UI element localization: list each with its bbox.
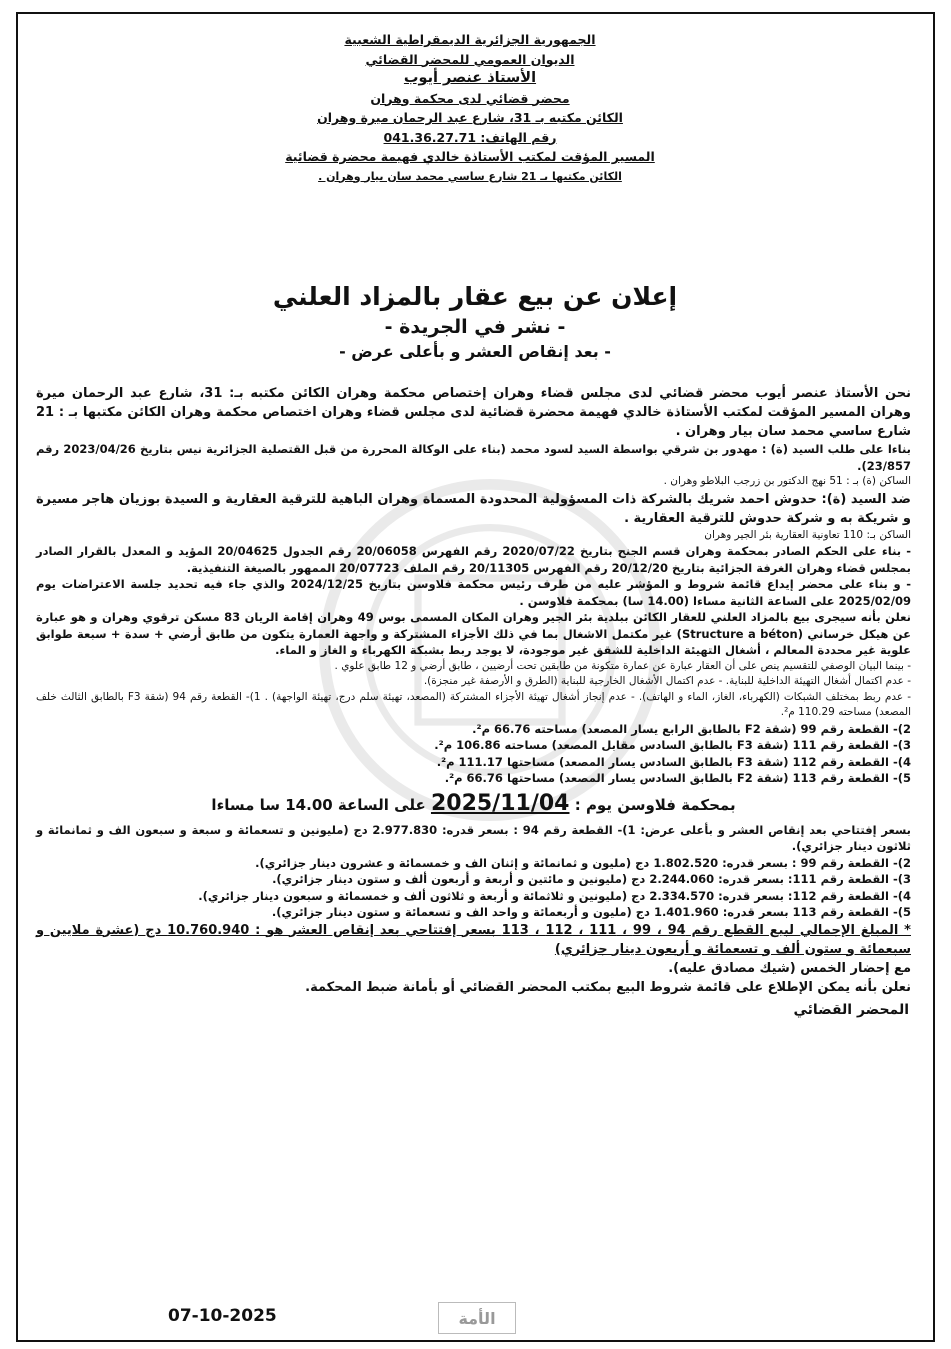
price-item: 4)- القطعة رقم 112: بسعر قدره: 2.334.570 دج (مليونين و ثلاثمائة و أربعة و ثلاثون ألف و خمسمائة و سبعون دينار جزائري). bbox=[198, 888, 911, 903]
office-header bbox=[170, 30, 770, 186]
court-session bbox=[36, 789, 911, 820]
header-line-bailiff-name: الأستاذ عنصر أيوب bbox=[403, 70, 537, 86]
publication-date: 07-10-2025 bbox=[168, 1306, 277, 1326]
header-line-office: الديوان العمومي للمحضر القضائي bbox=[365, 51, 575, 67]
header-line-interim-address: الكائن مكتبها بـ 21 شارع ساسي محمد سان بيار وهران . bbox=[318, 169, 622, 183]
total-price: * المبلغ الإجمالي لبيع القطع رقم 94 ، 99 ، 111 ، 112 ، 113 بسعر إفتتاحي بعد إنقاص العشر هو : 10.760.940 دج (عشرة ملايين و سبعمائة و ستون ألف و تسعمائة و أربعون دينار جزائري) bbox=[36, 922, 911, 957]
cheque-requirement: مع إحضار الخمس (شيك مصادق عليه). bbox=[668, 960, 911, 976]
newspaper-logo: الأمة bbox=[438, 1302, 516, 1334]
resident-line-2: الساكن بـ: 110 تعاونية العقارية بئر الجير وهران bbox=[704, 528, 911, 541]
title-sub-reduction: - بعد إنقاص العشر و بأعلى عرض - bbox=[339, 342, 611, 361]
description-line-1: - بينما البيان الوصفي للتقسيم ينص على أن العقار عبارة عن عمارة متكونة من طابقين تحت أرضيين ، طابق أرضي و 12 طابق علوي . bbox=[334, 659, 911, 672]
description-line-3: - عدم ربط بمختلف الشبكات (الكهرباء، الغاز، الماء و الهاتف). - عدم إنجاز أشغال تهيئة الأجزاء المشتركة (المصعد، تهيئة سلم درج، تهيئة الواجهة) . 1)- القطعة رقم 94 (شقة F3 بالطابق الثالث خلف المصعد) مساحته 110.29 م². bbox=[36, 690, 911, 718]
title-sub-newspaper: - نشر في الجريدة - bbox=[384, 316, 566, 338]
notice-title bbox=[100, 280, 850, 364]
header-line-court: محضر قضائي لدى محكمة وهران bbox=[370, 90, 570, 106]
header-line-address: الكائن مكتبه بـ 31، شارع عبد الرحمان ميرة وهران bbox=[317, 110, 623, 125]
resident-line-1: الساكن (ة) بـ : 51 نهج الدكتور بن زرجب البلاطو وهران . bbox=[663, 475, 911, 487]
conditions-notice: نعلن بأنه يمكن الإطلاع على قائمة شروط البيع بمكتب المحضر القضائي أو بأمانة ضبط المحكمة. bbox=[305, 979, 911, 995]
header-line-interim: المسير المؤقت لمكتب الأستاذة خالدي فهيمة محضرة قضائية bbox=[285, 149, 655, 164]
lot-item: 3)- القطعة رقم 111 (شقة F3 بالطابق السادس مقابل المصعد) مساحته 106.86 م². bbox=[434, 738, 911, 752]
court-prefix: بمحكمة فلاوسن يوم : bbox=[574, 795, 736, 814]
price-item: 3)- القطعة رقم 111: بسعر قدره: 2.244.060 دج (مليونين و مائتين و أربعة و أربعون ألف و ستون دينار جزائري). bbox=[272, 872, 911, 886]
price-item: 2)- القطعة رقم 99 : بسعر قدره: 1.802.520 دج (مليون و ثمانمائة و إثنان الف و خمسمائة و عشرون دينار جزائري). bbox=[255, 855, 911, 870]
bailiff-signature: المحضر القضائي bbox=[793, 1001, 909, 1018]
header-line-republic: الجمهورية الجزائرية الديمقراطية الشعبية bbox=[344, 32, 596, 47]
title-main: إعلان عن بيع عقار بالمزاد العلني bbox=[272, 282, 678, 311]
against-paragraph: ضد السيد (ة): حدوش احمد شريك بالشركة ذات المسؤولية المحدودة المسماة وهران الباهية للترقية العقارية و السيدة بوزيان هاجر مسيرة و شريكة به و شركة حدوش للترقية العقارية . bbox=[36, 491, 911, 526]
lot-item: 5)- القطعة رقم 113 (شقة F2 بالطابق السادس يسار المصعد) مساحتها 66.76 م². bbox=[444, 771, 911, 785]
court-time: على الساعة 14.00 سا مساءا bbox=[211, 795, 426, 814]
sale-announcement: نعلن بأنه سيجرى بيع بالمزاد العلني للعقار الكائن ببلدية بئر الجير وهران المكان المسمى بوس 49 وهران إقامة الريان 83 مسكن ترقوي وهران و هو عبارة عن هيكل خرساني (Structure a béton) غير مكتمل الاشغال بما في ذلك الأجزاء المشتركة و واجهة العمارة يتكون من طابق أرضي + سدة + سبعة طوابق علوية غير محددة المعالم ، أشغال التهيئة الداخلية للشقق غير موجودة، لا يوجد ربط بشبكة الكهرباء و الغاز و الماء. bbox=[36, 610, 911, 657]
lot-item: 2)- القطعة رقم 99 (شقة F2 بالطابق الرابع يسار المصعد) مساحته 66.76 م². bbox=[472, 721, 911, 736]
court-date: 2025/11/04 bbox=[430, 790, 570, 816]
header-line-phone: رقم الهاتف: 041.36.27.71 bbox=[383, 129, 557, 145]
notice-body bbox=[36, 384, 911, 1021]
price-heading: بسعر إفتتاحي بعد إنقاص العشر و بأعلى عرض: 1)- القطعة رقم 94 : بسعر قدره: 2.977.830 دج (مليونين و تسعمائة و سبعة و سبعون الف و ثمانمائة و ثلاثون دينار جزائري). bbox=[36, 822, 911, 853]
judgment-paragraph: - بناء على الحكم الصادر بمحكمة وهران قسم الجنح بتاريخ 2020/07/22 رقم الفهرس 20/06058 رقم الجدول 20/04625 المؤيد و المعدل بالقرار الصادر بمجلس قضاء وهران الغرفة الجزائية بتاريخ 20/12/20 رقم الفهرس 20/11305 رقم الملف 20/07723 الممهور بالصيغة التنفيذية. bbox=[36, 544, 911, 575]
intro-paragraph: نحن الأستاذ عنصر أيوب محضر قضائي لدى مجلس قضاء وهران إختصاص محكمة وهران الكائن مكتبه بـ: 31، شارع عبد الرحمان ميرة وهران المسير المؤقت لمكتب الأستاذة خالدي فهيمة محضرة قضائية لدى مجلس قضاء وهران اختصاص محكمة وهران الكائن مكتبها بـ : 21 شارع ساسي محمد سان بيار وهران . bbox=[36, 386, 911, 439]
description-line-2: - عدم اكتمال أشغال التهيئة الداخلية للبناية. - عدم اكتمال الأشغال الخارجية للبناية (الطرق و الأرصفة غير منجزة). bbox=[423, 675, 911, 687]
deposit-paragraph: - و بناء على محضر إيداع قائمة شروط و المؤشر عليه من طرف رئيس محكمة فلاوسن بتاريخ 2024/12/25 والذي جاء فيه تحديد جلسة الاعتراضات يوم 2025/02/09 على الساعة الثانية مساءا (14.00 سا) بمحكمة فلاوسن . bbox=[36, 577, 912, 608]
lot-item: 4)- القطعة رقم 112 (شقة F3 بالطابق السادس يسار المصعد) مساحتها 111.17 م². bbox=[436, 754, 911, 769]
price-item: 5)- القطعة رقم 113 بسعر قدره: 1.401.960 دج (مليون و أربعمائة و واحد الف و تسعمائة و ستون دينار جزائري). bbox=[271, 905, 911, 919]
request-paragraph: بناءا على طلب السيد (ة) : مهدور بن شرقي بواسطة السيد لسود محمد (بناء على الوكالة المحررة من قبل القتصلية الجزائرية نيس بتاريخ 2023/04/26 رقم 23/857). bbox=[36, 442, 911, 473]
